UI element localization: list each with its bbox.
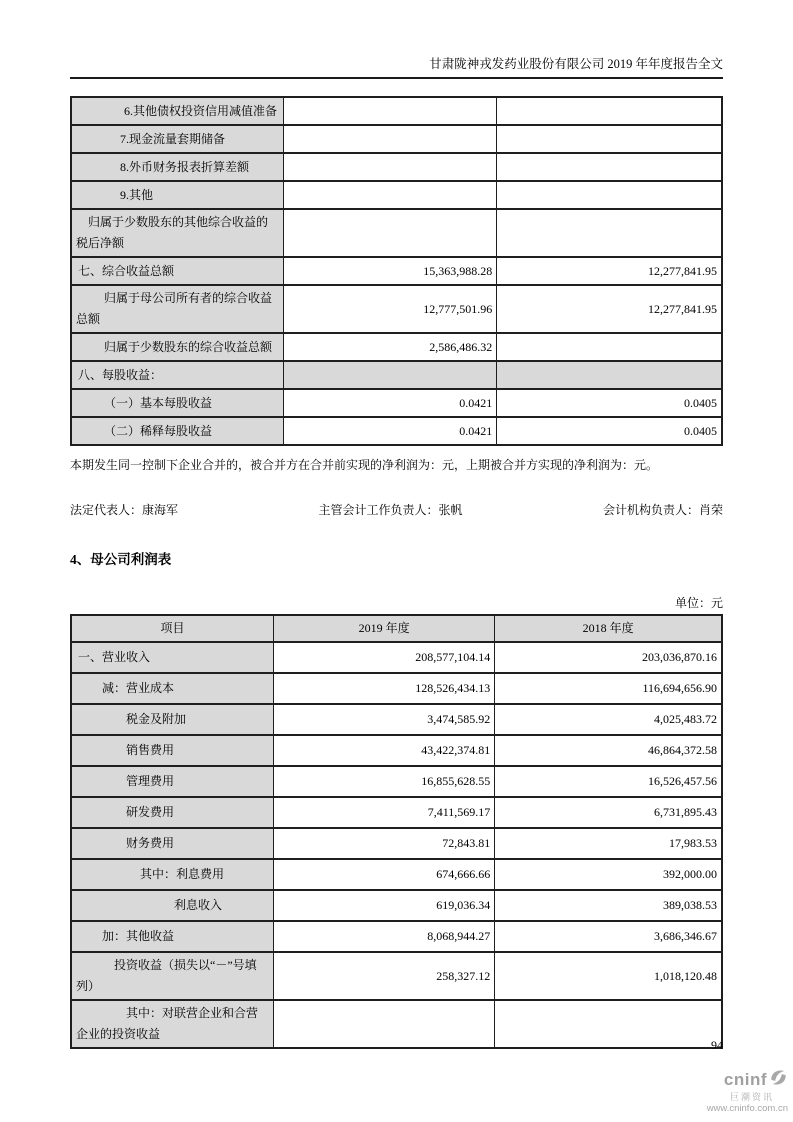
row-value-cell: 16,855,628.55	[273, 766, 494, 797]
row-value-cell	[497, 333, 722, 361]
row-label-cell: 8.外币财务报表折算差额	[71, 153, 283, 181]
table-row	[71, 125, 722, 153]
row-value-cell	[283, 97, 497, 125]
row-label-cell: 管理费用	[71, 766, 273, 797]
row-value-cell: 16,526,457.56	[495, 766, 722, 797]
table-row	[71, 389, 722, 417]
table-row	[71, 153, 722, 181]
row-value-cell	[497, 361, 722, 389]
row-label-cell: 八、每股收益：	[71, 361, 283, 389]
row-value-cell: 3,686,346.67	[495, 921, 722, 952]
table-row	[71, 952, 722, 1000]
table-row	[71, 735, 722, 766]
row-value-cell: 0.0421	[283, 389, 497, 417]
row-value-cell: 619,036.34	[273, 890, 494, 921]
merger-note: 本期发生同一控制下企业合并的，被合并方在合并前实现的净利润为：元，上期被合并方实现的净利润为：元。	[70, 458, 659, 472]
row-value-cell: 12,277,841.95	[497, 285, 722, 333]
row-value-cell: 203,036,870.16	[495, 642, 722, 673]
legal-representative: 法定代表人：康海军	[70, 503, 179, 517]
row-value-cell	[283, 181, 497, 209]
row-label-cell: 七、综合收益总额	[71, 257, 283, 285]
row-value-cell: 72,843.81	[273, 828, 494, 859]
row-value-cell: 258,327.12	[273, 952, 494, 1000]
row-label-cell: （二）稀释每股收益	[71, 417, 283, 445]
row-label-cell: 财务费用	[71, 828, 273, 859]
row-value-cell: 0.0421	[283, 417, 497, 445]
row-value-cell: 674,666.66	[273, 859, 494, 890]
row-value-cell	[497, 125, 722, 153]
row-value-cell	[273, 1000, 494, 1048]
row-value-cell: 208,577,104.14	[273, 642, 494, 673]
column-header: 项目	[71, 615, 273, 642]
table-row	[71, 361, 722, 389]
accounting-head: 会计机构负责人：肖荣	[602, 503, 723, 517]
table-row	[71, 1000, 722, 1048]
table-row	[71, 673, 722, 704]
row-label-cell: 归属于母公司所有者的综合收益总额	[71, 285, 283, 333]
row-label-cell: 9.其他	[71, 181, 283, 209]
section-title: 4、母公司利润表	[70, 552, 172, 567]
row-value-cell: 1,018,120.48	[495, 952, 722, 1000]
row-label-cell: 研发费用	[71, 797, 273, 828]
table-row	[71, 97, 722, 125]
row-value-cell: 17,983.53	[495, 828, 722, 859]
unit-label: 单位：元	[674, 596, 723, 610]
row-value-cell: 2,586,486.32	[283, 333, 497, 361]
row-label-cell: 归属于少数股东的综合收益总额	[71, 333, 283, 361]
table-row	[71, 704, 722, 735]
table-row	[71, 181, 722, 209]
column-header: 2018 年度	[495, 615, 722, 642]
row-value-cell: 12,277,841.95	[497, 257, 722, 285]
row-value-cell	[497, 181, 722, 209]
table-row	[71, 766, 722, 797]
row-value-cell: 0.0405	[497, 417, 722, 445]
row-label-cell: 归属于少数股东的其他综合收益的税后净额	[71, 209, 283, 257]
document-header: 甘肃陇神戎发药业股份有限公司 2019 年年度报告全文	[70, 56, 723, 79]
row-value-cell	[497, 209, 722, 257]
row-value-cell: 3,474,585.92	[273, 704, 494, 735]
row-value-cell: 0.0405	[497, 389, 722, 417]
row-label-cell: 其中：对联营企业和合营企业的投资收益	[71, 1000, 273, 1048]
parent-company-income-statement-table	[70, 614, 723, 1049]
row-value-cell	[283, 209, 497, 257]
row-value-cell: 43,422,374.81	[273, 735, 494, 766]
table-row	[71, 285, 722, 333]
table-row	[71, 890, 722, 921]
row-value-cell: 128,526,434.13	[273, 673, 494, 704]
row-value-cell	[497, 153, 722, 181]
row-value-cell: 7,411,569.17	[273, 797, 494, 828]
row-value-cell: 389,038.53	[495, 890, 722, 921]
row-value-cell: 46,864,372.58	[495, 735, 722, 766]
row-label-cell: 7.现金流量套期储备	[71, 125, 283, 153]
row-value-cell: 6,731,895.43	[495, 797, 722, 828]
cninfo-logo	[707, 1068, 788, 1114]
column-header: 2019 年度	[273, 615, 494, 642]
row-label-cell: 加：其他收益	[71, 921, 273, 952]
row-value-cell: 8,068,944.27	[273, 921, 494, 952]
table-header-row	[71, 615, 722, 642]
page-number: 94	[711, 1038, 723, 1052]
row-value-cell: 116,694,656.90	[495, 673, 722, 704]
cninfo-chinese-name: 巨潮资讯	[729, 1091, 774, 1102]
cninfo-swirl-icon	[769, 1068, 788, 1092]
row-value-cell: 12,777,501.96	[283, 285, 497, 333]
table-row	[71, 859, 722, 890]
row-value-cell	[283, 153, 497, 181]
signatories-row	[70, 501, 723, 518]
row-value-cell: 392,000.00	[495, 859, 722, 890]
row-label-cell: 税金及附加	[71, 704, 273, 735]
chief-accountant: 主管会计工作负责人：张帆	[318, 503, 463, 517]
table-row	[71, 828, 722, 859]
row-label-cell: 投资收益（损失以“－”号填列）	[71, 952, 273, 1000]
table-row	[71, 209, 722, 257]
row-label-cell: 销售费用	[71, 735, 273, 766]
row-value-cell	[495, 1000, 722, 1048]
table-row	[71, 333, 722, 361]
cninfo-brand-text: cninf	[723, 1069, 767, 1089]
row-value-cell	[497, 97, 722, 125]
row-label-cell: 6.其他债权投资信用减值准备	[71, 97, 283, 125]
table-row	[71, 797, 722, 828]
row-label-cell: 一、营业收入	[71, 642, 273, 673]
row-value-cell: 15,363,988.28	[283, 257, 497, 285]
comprehensive-income-table	[70, 96, 723, 446]
table-row	[71, 921, 722, 952]
row-label-cell: （一）基本每股收益	[71, 389, 283, 417]
row-value-cell	[283, 361, 497, 389]
row-label-cell: 减：营业成本	[71, 673, 273, 704]
table-row	[71, 417, 722, 445]
row-value-cell	[283, 125, 497, 153]
row-label-cell: 其中：利息费用	[71, 859, 273, 890]
row-value-cell: 4,025,483.72	[495, 704, 722, 735]
table-row	[71, 642, 722, 673]
cninfo-url: www.cninfo.com.cn	[706, 1103, 788, 1115]
row-label-cell: 利息收入	[71, 890, 273, 921]
table-row	[71, 257, 722, 285]
